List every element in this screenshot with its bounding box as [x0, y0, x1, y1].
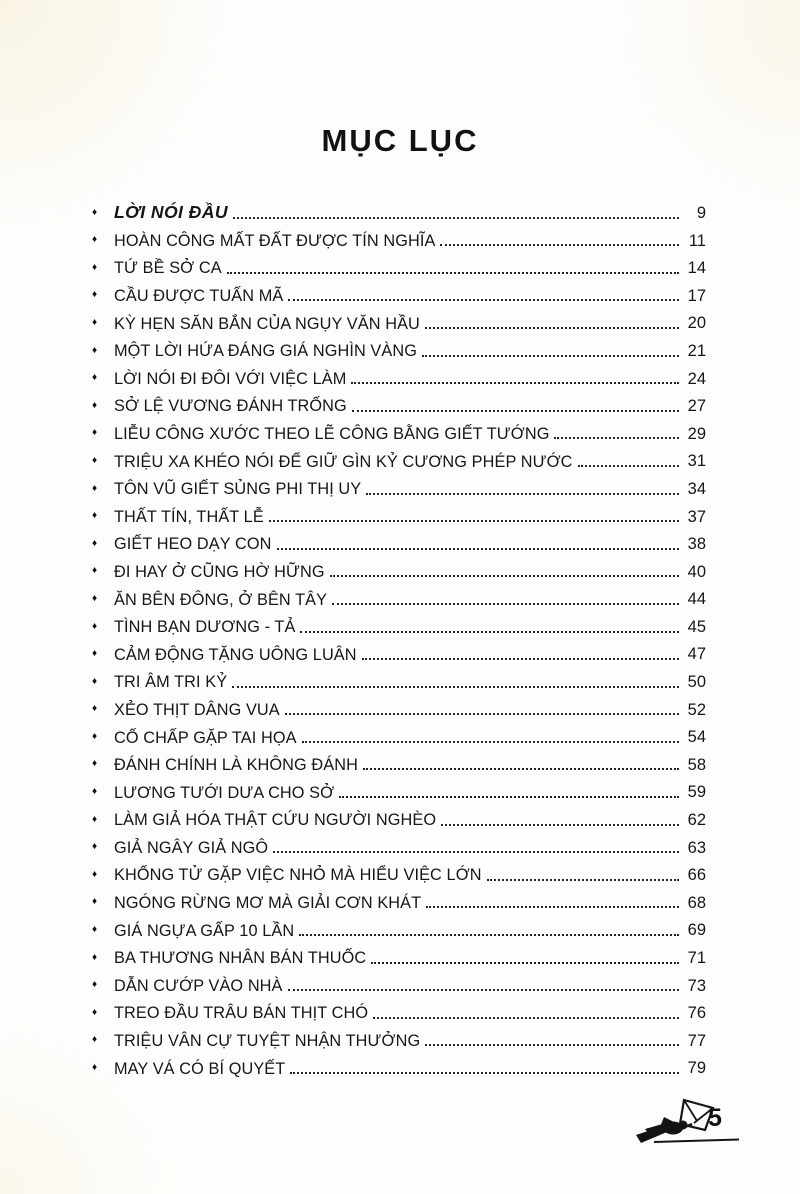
- dot-leader: [277, 548, 679, 550]
- toc-entry-page: 11: [688, 231, 706, 250]
- dot-leader: [330, 575, 679, 577]
- page-title: MỤC LỤC: [321, 123, 479, 158]
- toc-entry-label: GIÁ NGỰA GẤP 10 LẦN: [114, 921, 295, 940]
- toc-entry: [92, 913, 706, 941]
- diamond-bullet-icon: ♦: [92, 730, 98, 742]
- toc-entry: [92, 500, 706, 528]
- toc-entry-label: ĂN BÊN ĐÔNG, Ở BÊN TÂY: [114, 590, 328, 609]
- diamond-bullet-icon: ♦: [92, 1062, 98, 1073]
- toc-entry-label: CỐ CHẤP GẶP TAI HỌA: [114, 728, 297, 747]
- toc-entry-label: KỲ HẸN SĂN BẮN CỦA NGỤY VĂN HẦU: [114, 314, 420, 333]
- toc-entry-label: GIẾT HEO DẠY CON: [114, 535, 272, 554]
- dot-leader: [363, 768, 679, 770]
- toc-entry: [92, 803, 706, 831]
- toc-entry-page: 50: [687, 673, 706, 692]
- toc-entry-page: 31: [687, 452, 706, 471]
- dot-leader: [290, 1072, 679, 1074]
- diamond-bullet-icon: ♦: [92, 841, 98, 853]
- toc-entry-page: 54: [687, 728, 706, 747]
- toc-entry-page: 59: [687, 783, 706, 802]
- dot-leader: [288, 989, 680, 991]
- diamond-bullet-icon: ♦: [92, 979, 98, 991]
- toc-entry: [92, 362, 706, 390]
- diamond-bullet-icon: ♦: [92, 620, 98, 632]
- toc-entry-page: 17: [687, 286, 706, 305]
- diamond-bullet-icon: ♦: [92, 316, 98, 328]
- toc-entry-label: LIỄU CÔNG XƯỚC THEO LẼ CÔNG BẰNG GIẾT TƯỚNG: [114, 424, 550, 443]
- dot-leader: [352, 410, 679, 412]
- toc-entry-label: TÔN VŨ GIẾT SỦNG PHI THỊ UY: [114, 480, 362, 499]
- dot-leader: [332, 603, 679, 605]
- toc-entry-page: 62: [687, 811, 706, 830]
- diamond-bullet-icon: ♦: [92, 648, 98, 660]
- toc-entry: [92, 334, 706, 362]
- dot-leader: [302, 741, 679, 743]
- diamond-bullet-icon: ♦: [92, 951, 98, 963]
- diamond-bullet-icon: ♦: [92, 234, 98, 246]
- dot-leader: [578, 465, 679, 467]
- toc-entry-label: LỜI NÓI ĐẦU: [114, 201, 228, 222]
- toc-entry-label: ĐI HAY Ở CŨNG HỜ HỮNG: [114, 562, 325, 581]
- toc-entry-page: 47: [687, 645, 706, 664]
- toc-entry: [92, 1051, 706, 1079]
- toc-entry-page: 44: [687, 590, 706, 609]
- diamond-bullet-icon: ♦: [92, 399, 98, 411]
- toc-entry-page: 38: [687, 535, 706, 554]
- toc-entry: [92, 775, 706, 803]
- toc-entry-page: 79: [687, 1059, 706, 1078]
- toc-entry: [92, 748, 706, 776]
- toc-entry-label: CẦU ĐƯỢC TUẤN MÃ: [114, 287, 284, 306]
- toc-entry: [92, 389, 706, 417]
- toc-entry-label: ĐÁNH CHÍNH LÀ KHÔNG ĐÁNH: [114, 756, 358, 775]
- toc-entry: [92, 472, 706, 500]
- toc-entry-page: 66: [687, 866, 706, 885]
- dot-leader: [339, 796, 679, 798]
- toc-entry: [92, 279, 706, 307]
- toc-entry-page: 52: [687, 700, 706, 719]
- dot-leader: [288, 299, 679, 301]
- toc-entry-label: TREO ĐẦU TRÂU BÁN THỊT CHÓ: [114, 1004, 369, 1023]
- toc-entry-page: 76: [687, 1004, 706, 1023]
- toc-entry-label: MAY VÁ CÓ BÍ QUYẾT: [114, 1059, 286, 1078]
- toc-entry: [92, 1024, 706, 1052]
- toc-entry-label: KHỔNG TỬ GẶP VIỆC NHỎ MÀ HIỂU VIỆC LỚN: [114, 866, 482, 885]
- toc-entry-page: 24: [687, 369, 706, 388]
- toc-entry: [92, 941, 706, 969]
- toc-entry: [92, 417, 706, 445]
- toc-entry-page: 63: [687, 838, 706, 857]
- toc-entry-label: CẢM ĐỘNG TẶNG UÔNG LUÂN: [114, 645, 357, 664]
- toc-entry-label: LỜI NÓI ĐI ĐÔI VỚI VIỆC LÀM: [114, 369, 347, 388]
- toc-entry-page: 77: [687, 1031, 706, 1050]
- dot-leader: [425, 327, 679, 329]
- dot-leader: [233, 217, 679, 219]
- toc-entry-page: 9: [696, 203, 706, 222]
- dot-leader: [422, 355, 679, 357]
- diamond-bullet-icon: ♦: [92, 592, 98, 604]
- toc-entry: [92, 886, 706, 914]
- toc-entry: [92, 224, 706, 252]
- dot-leader: [366, 493, 679, 495]
- diamond-bullet-icon: ♦: [92, 1034, 98, 1046]
- diamond-bullet-icon: ♦: [92, 372, 98, 384]
- toc-entry: [92, 196, 706, 224]
- toc-entry-page: 68: [687, 893, 706, 912]
- diamond-bullet-icon: ♦: [92, 289, 98, 301]
- toc-entry-label: TỨ BỀ SỞ CA: [114, 259, 222, 278]
- toc-entry: [92, 638, 706, 666]
- dot-leader: [227, 272, 679, 274]
- diamond-bullet-icon: ♦: [92, 786, 98, 798]
- diamond-bullet-icon: ♦: [92, 454, 98, 466]
- toc-entry-page: 71: [687, 949, 706, 967]
- dot-leader: [273, 851, 679, 853]
- toc-entry: [92, 969, 706, 997]
- toc-entry: [92, 693, 706, 721]
- toc-entry-page: 45: [687, 617, 706, 636]
- diamond-bullet-icon: ♦: [92, 868, 98, 880]
- diamond-bullet-icon: ♦: [92, 482, 98, 494]
- toc-entry-label: BA THƯƠNG NHÂN BÁN THUỐC: [114, 949, 367, 968]
- toc-entry-label: XẺO THỊT DÂNG VUA: [114, 700, 280, 719]
- toc-entry-page: 34: [687, 479, 706, 498]
- toc-entry-label: THẤT TÍN, THẤT LỄ: [114, 507, 264, 526]
- diamond-bullet-icon: ♦: [92, 510, 98, 522]
- dot-leader: [362, 658, 679, 660]
- toc-entry-page: 37: [687, 507, 706, 526]
- toc-entry: [92, 444, 706, 472]
- dot-leader: [299, 934, 679, 936]
- toc-entry-label: TÌNH BẠN DƯƠNG - TẢ: [114, 618, 296, 637]
- toc-entry: [92, 996, 706, 1024]
- diamond-bullet-icon: ♦: [92, 1006, 98, 1018]
- toc-entry-label: GIẢ NGÂY GIẢ NGÔ: [114, 838, 269, 857]
- dot-leader: [300, 631, 679, 633]
- toc-entry-page: 21: [687, 341, 706, 360]
- diamond-bullet-icon: ♦: [92, 261, 98, 273]
- toc-entry-page: 40: [687, 562, 706, 581]
- diamond-bullet-icon: ♦: [92, 675, 98, 687]
- toc-entry: [92, 555, 706, 583]
- dot-leader: [487, 879, 679, 881]
- toc-list: [92, 196, 706, 1079]
- diamond-bullet-icon: ♦: [92, 537, 98, 549]
- toc-entry: [92, 251, 706, 279]
- dot-leader: [269, 520, 679, 522]
- toc-entry: [92, 610, 706, 638]
- toc-entry-label: HOÀN CÔNG MẤT ĐẤT ĐƯỢC TÍN NGHĨA: [114, 231, 436, 250]
- toc-entry: [92, 665, 706, 693]
- bird-with-envelope-icon: [636, 1096, 768, 1148]
- dot-leader: [426, 906, 679, 908]
- toc-entry-page: 29: [687, 424, 706, 443]
- dot-leader: [441, 824, 679, 826]
- toc-entry-page: 69: [687, 921, 706, 940]
- dot-leader: [440, 244, 679, 246]
- toc-entry-page: 20: [687, 314, 706, 333]
- toc-entry: [92, 858, 706, 886]
- folio-page-number: 5: [708, 1104, 722, 1132]
- page-footer: [636, 1096, 776, 1148]
- dot-leader: [232, 686, 679, 688]
- dot-leader: [425, 1044, 679, 1046]
- toc-entry: [92, 831, 706, 859]
- toc-entry: [92, 306, 706, 334]
- toc-entry-label: NGÓNG RỪNG MƠ MÀ GIẢI CƠN KHÁT: [114, 894, 422, 913]
- dot-leader: [351, 382, 679, 384]
- diamond-bullet-icon: ♦: [92, 206, 98, 218]
- dot-leader: [554, 437, 679, 439]
- diamond-bullet-icon: ♦: [92, 344, 98, 356]
- toc-entry-label: LÀM GIẢ HÓA THẬT CỨU NGƯỜI NGHÈO: [114, 811, 437, 830]
- dot-leader: [285, 713, 679, 715]
- toc-entry-label: TRI ÂM TRI KỶ: [114, 673, 228, 692]
- toc-entry-label: DẪN CƯỚP VÀO NHÀ: [114, 976, 283, 995]
- diamond-bullet-icon: ♦: [92, 703, 98, 715]
- toc-entry-label: TRIỆU VÂN CỰ TUYỆT NHẬN THƯỞNG: [114, 1032, 421, 1051]
- toc-entry: [92, 720, 706, 748]
- toc-entry-label: SỞ LỆ VƯƠNG ĐÁNH TRỐNG: [114, 397, 347, 416]
- toc-entry-page: 27: [687, 397, 706, 416]
- diamond-bullet-icon: ♦: [92, 565, 98, 577]
- toc-entry-page: 14: [687, 259, 706, 278]
- toc-entry-label: LƯƠNG TƯỚI DƯA CHO SỞ: [114, 783, 335, 802]
- toc-entry: [92, 582, 706, 610]
- toc-entry-page: 73: [687, 976, 706, 995]
- diamond-bullet-icon: ♦: [92, 813, 98, 825]
- toc-entry-label: TRIỆU XA KHÉO NÓI ĐỂ GIỮ GÌN KỶ CƯƠNG PHÉP NƯỚC: [114, 452, 573, 471]
- dot-leader: [373, 1017, 679, 1019]
- diamond-bullet-icon: ♦: [92, 758, 98, 770]
- diamond-bullet-icon: ♦: [92, 924, 98, 936]
- diamond-bullet-icon: ♦: [92, 896, 98, 908]
- toc-entry-page: 58: [687, 755, 706, 774]
- dot-leader: [371, 962, 679, 964]
- diamond-bullet-icon: ♦: [92, 427, 98, 439]
- toc-entry-label: MỘT LỜI HỨA ĐÁNG GIÁ NGHÌN VÀNG: [114, 342, 417, 361]
- toc-entry: [92, 527, 706, 555]
